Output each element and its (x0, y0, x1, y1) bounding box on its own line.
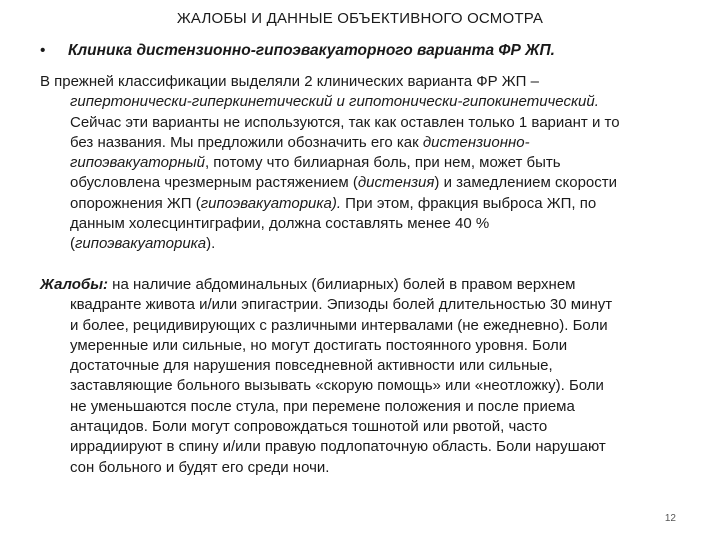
paragraph-classification (40, 72, 690, 255)
paragraph-line: без названия. Мы предложили обозначить его как (70, 133, 423, 151)
paragraph-complaints (40, 275, 690, 478)
bullet-heading (40, 42, 690, 60)
paragraph-line: При этом, фракция выброса ЖП, по (341, 194, 597, 212)
paragraph-line: не уменьшаются после стула, при перемене положения и после приема (70, 397, 575, 415)
paragraph-line-italic: дистензия (357, 174, 435, 192)
paragraph-line: ) и замедлением скорости (434, 174, 617, 192)
paragraph-line-italic: дистензионно- (422, 133, 530, 151)
paragraph-line: умеренные или сильные, но могут достигать постоянного уровня. Боли (70, 336, 568, 354)
paragraph-line: достаточные для нарушения повседневной активности или сильные, (70, 357, 553, 375)
paragraph-line: на наличие абдоминальных (билиарных) болей в правом верхнем (108, 276, 576, 293)
paragraph-line-italic: гипоэвакуаторика (75, 235, 207, 253)
bullet-heading-text: Клиника дистензионно-гипоэвакуаторного варианта ФР ЖП. (68, 42, 555, 59)
paragraph-line: данным холесцинтиграфии, должна составлять менее 40 % (70, 215, 490, 233)
paragraph-line: опорожнения ЖП ( (70, 194, 201, 212)
bullet-marker: • (40, 42, 46, 59)
paragraph-line: ). (206, 235, 216, 253)
complaints-label: Жалобы: (40, 276, 109, 293)
paragraph-line: обусловлена чрезмерным растяжением ( (70, 174, 358, 192)
paragraph-line: ( (70, 235, 75, 253)
paragraph-line: Сейчас эти варианты не используются, так как оставлен только 1 вариант и то (70, 113, 620, 131)
paragraph-line: антацидов. Боли могут сопровождаться тошнотой или рвотой, часто (70, 418, 548, 436)
page-number: 12 (664, 513, 676, 524)
paragraph-line: заставляющие больного вызывать «скорую помощь» или «неотложку). Боли (70, 377, 604, 395)
paragraph-line: В прежней классификации выделяли 2 клинических варианта ФР ЖП – (40, 73, 539, 90)
paragraph-line-italic: гипоэвакуаторика). (200, 194, 341, 212)
slide-title: ЖАЛОБЫ И ДАННЫЕ ОБЪЕКТИВНОГО ОСМОТРА (176, 10, 544, 27)
paragraph-line: иррадиируют в спину и/или правую подлопаточную область. Боли нарушают (70, 438, 606, 456)
paragraph-line: , потому что билиарная боль, при нем, может быть (204, 154, 561, 172)
paragraph-line-italic: гипоэвакуаторный (70, 154, 205, 172)
paragraph-line: квадранте живота и/или эпигастрии. Эпизоды болей длительностью 30 минут (70, 296, 613, 314)
paragraph-line: и более, рецидивирующих с различными интервалами (не ежедневно). Боли (70, 316, 608, 334)
paragraph-line: сон больного и будят его среди ночи. (70, 458, 330, 476)
paragraph-line-italic: гипертонически-гиперкинетический и гипотонически-гипокинетический. (70, 93, 599, 111)
